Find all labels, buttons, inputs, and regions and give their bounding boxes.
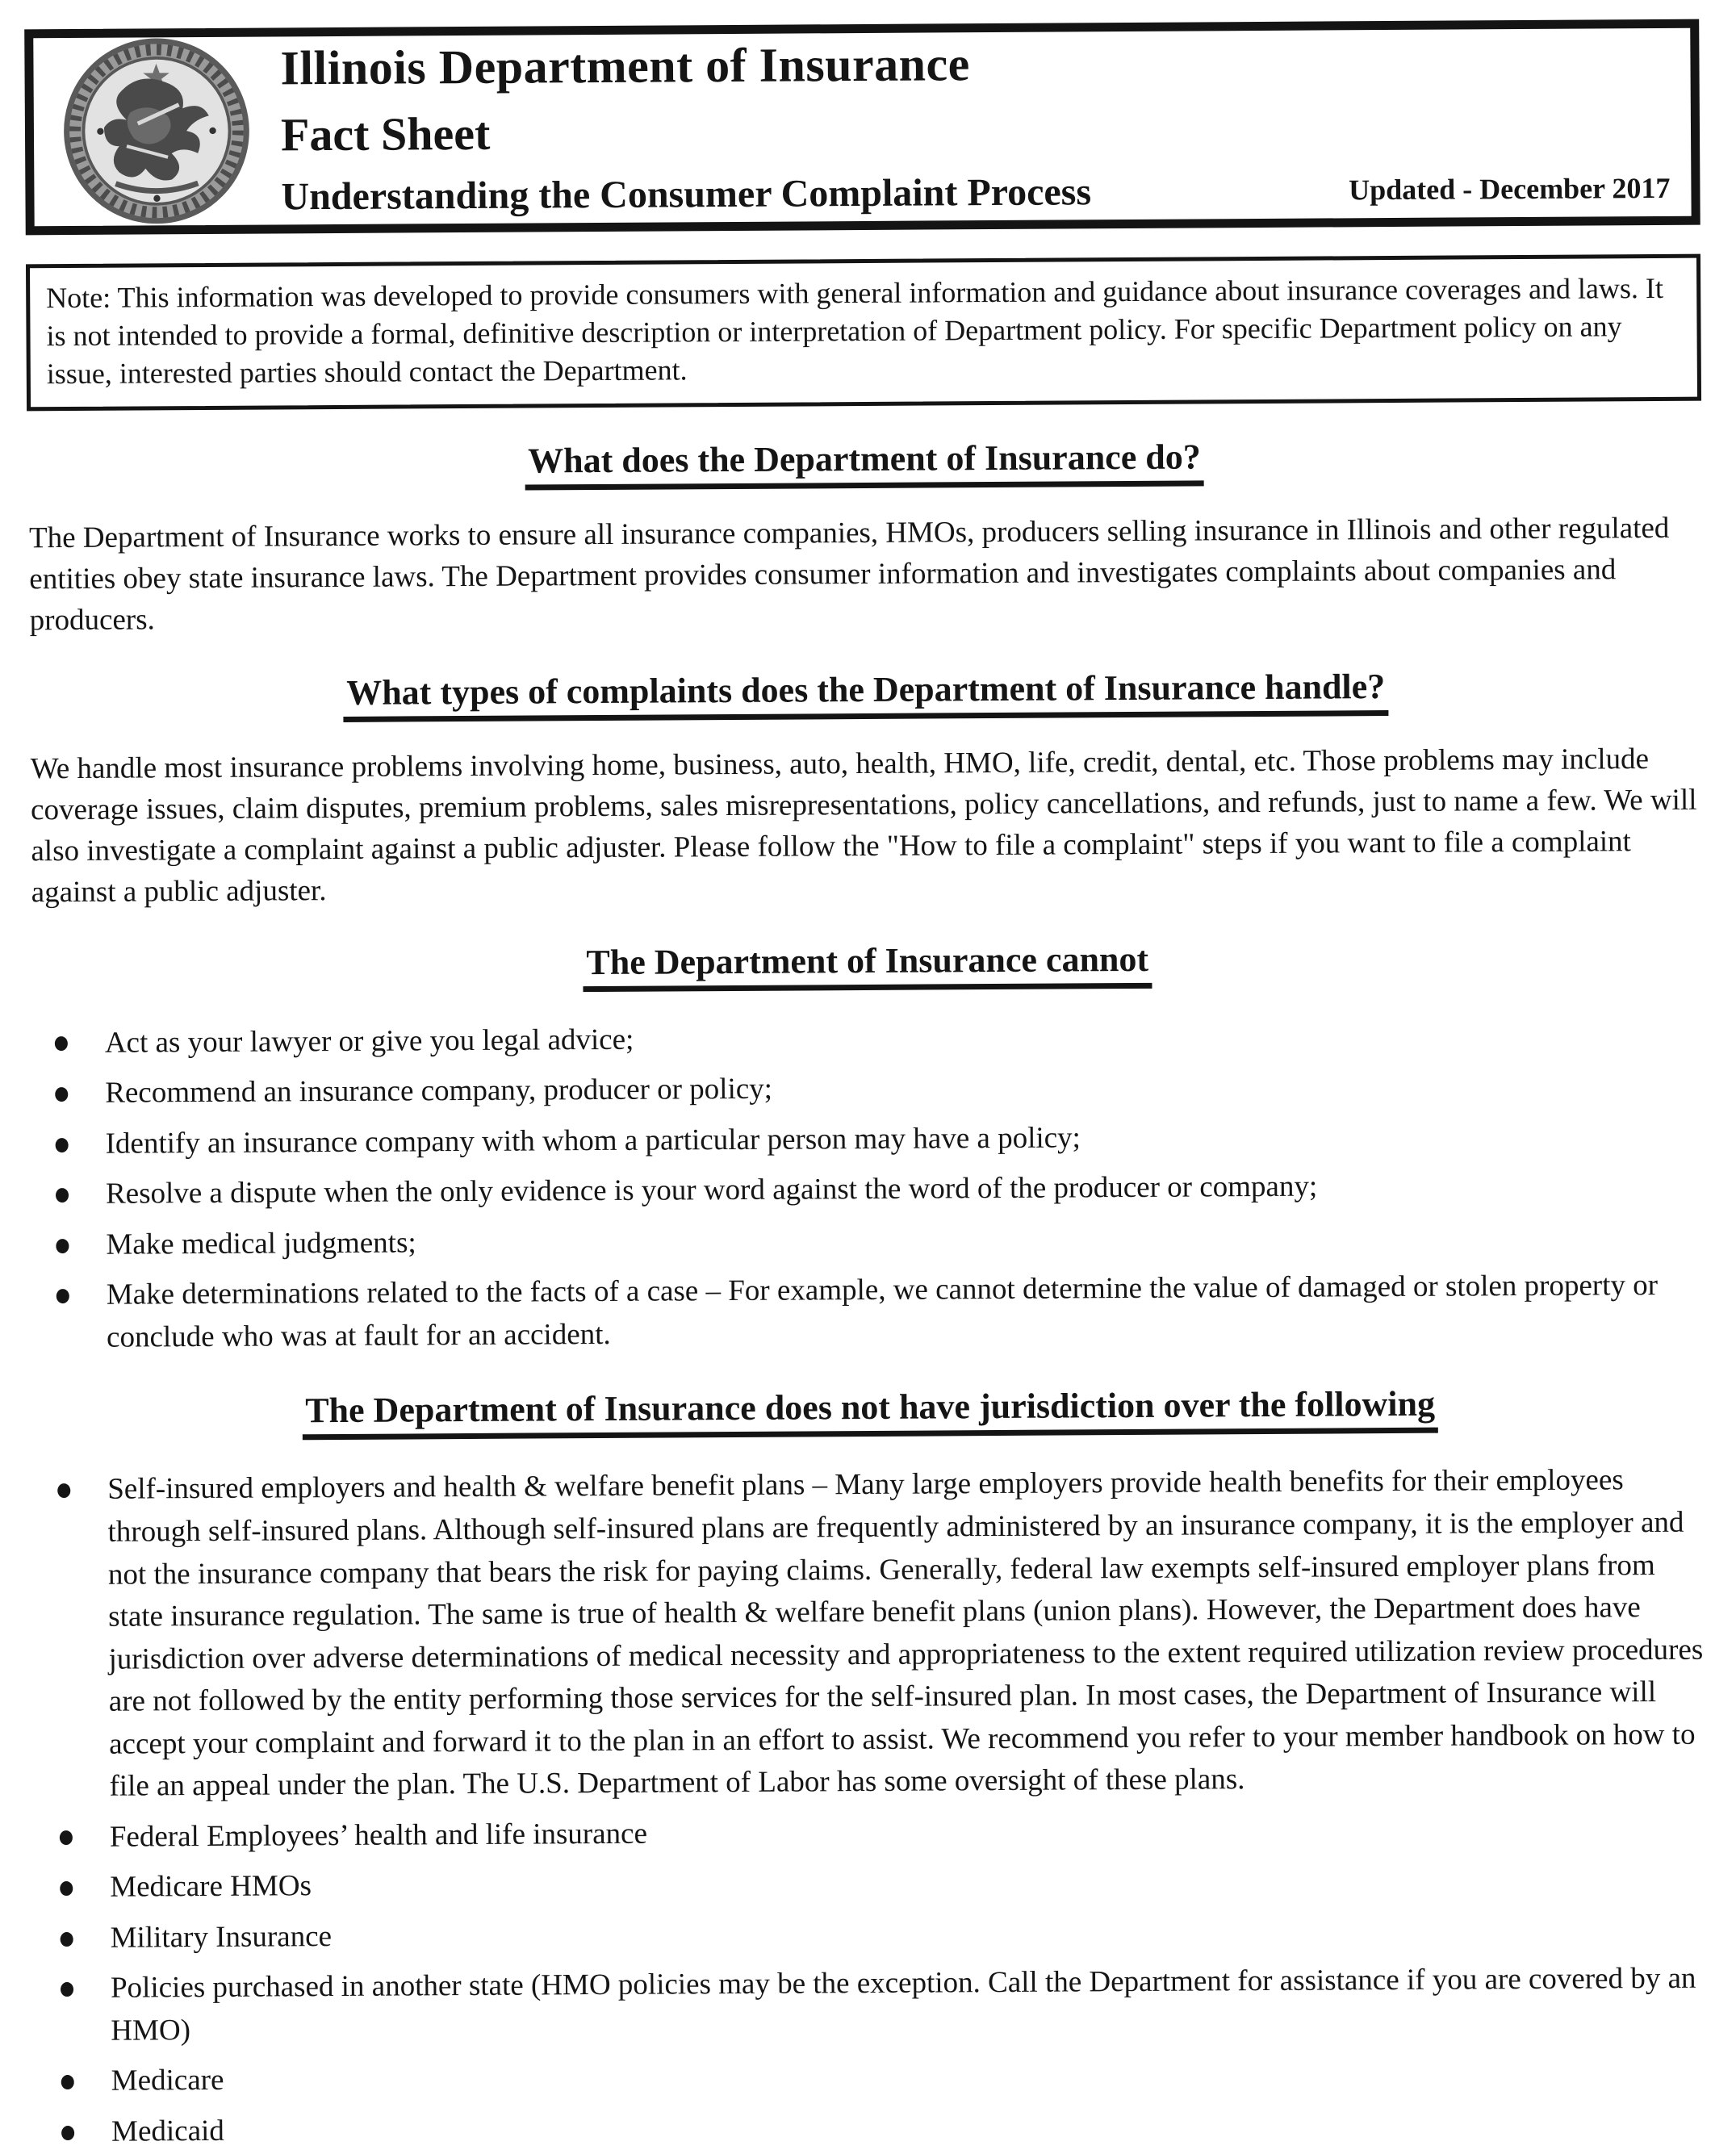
list-item: Act as your lawyer or give you legal advice; (31, 1012, 1705, 1064)
list-item: Identify an insurance company with whom a particular person may have a policy; (31, 1113, 1705, 1165)
illinois-state-seal-icon (62, 36, 250, 224)
updated-date: Updated - December 2017 (1349, 171, 1671, 207)
note-text: Note: This information was developed to provide consumers with general information and guidance about insurance coverages and laws. It is not intended to provide a formal, definitive description or interpretation of Department policy. For specific Department policy on any issue, interested parties should contact the Department. (46, 271, 1664, 390)
section-heading: The Department of Insurance cannot (30, 935, 1705, 995)
document-title: Illinois Department of Insurance (280, 37, 971, 95)
list-item: Medicaid (37, 2101, 1712, 2153)
header-text (280, 35, 1670, 217)
list-item: Military Insurance (36, 1907, 1710, 1960)
list-item: Make determinations related to the facts of a case – For example, we cannot determine the value of damaged or stolen property or conclude who was at fault for an accident. (32, 1265, 1708, 1360)
tagline-row (281, 169, 1670, 217)
list-item: Resolve a dispute when the only evidence is your word against the word of the producer or company; (31, 1164, 1706, 1216)
list-item: Recommend an insurance company, producer or policy; (31, 1063, 1705, 1115)
section-paragraph: We handle most insurance problems involving home, business, auto, health, HMO, life, credit, dental, etc. Those problems may include coverage issues, claim disputes, premium problems, sales misrepresentations, policy cancellations, and refunds, just to name a few. We will also investigate a complaint against a public adjuster. Please follow the "How to file a complaint" steps if you want to file a complaint against a public adjuster. (30, 742, 1697, 909)
list-item: Medicare HMOs (36, 1857, 1710, 1909)
document-tagline: Understanding the Consumer Complaint Process (281, 170, 1092, 219)
section-doi-cannot (30, 935, 1707, 1359)
list-item: Make medical judgments; (31, 1214, 1706, 1266)
list-item: Medicare (37, 2051, 1712, 2103)
cannot-list (31, 1012, 1708, 1359)
section-heading: What does the Department of Insurance do? (27, 433, 1701, 494)
section-what-does-doi-do (27, 433, 1702, 642)
no-jurisdiction-list (33, 1459, 1712, 2154)
header-box (24, 19, 1700, 236)
list-item: Policies purchased in another state (HMO policies may be the exception. Call the Department for assistance if you are covered by an HMO) (36, 1958, 1712, 2053)
section-heading: What types of complaints does the Department of Insurance handle? (28, 663, 1703, 724)
section-no-jurisdiction (33, 1382, 1713, 2154)
section-heading: The Department of Insurance does not have jurisdiction over the following (33, 1382, 1708, 1442)
list-item: Self-insured employers and health & welfare benefit plans – Many large employers provide health benefits for their employees through self-insured plans. Although self-insured plans are frequently administered by an insurance company, it is the employer and not the insurance company that bears the risk for paying claims. Generally, federal law exempts self-insured employer plans from state insurance regulation. The same is true of health & welfare benefit plans (union plans). However, the Department does have jurisdiction over adverse determinations of medical necessity and appropriateness to the extent required utilization review procedures are not followed by the entity performing those services for the self-insured plan. In most cases, the Department of Insurance will accept your complaint and forward it to the plan in an effort to assist. We recommend you refer to your member handbook on how to file an appeal under the plan. The U.S. Department of Labor has some oversight of these plans. (33, 1459, 1710, 1809)
section-complaint-types (28, 663, 1705, 913)
document-subtitle: Fact Sheet (280, 107, 491, 161)
section-paragraph: The Department of Insurance works to ensure all insurance companies, HMOs, producers selling insurance in Illinois and other regulated entities obey state insurance laws. The Department provides consumer information and investigates complaints about companies and producers. (28, 512, 1670, 638)
note-box (26, 254, 1701, 412)
list-item: Federal Employees’ health and life insurance (36, 1806, 1710, 1859)
